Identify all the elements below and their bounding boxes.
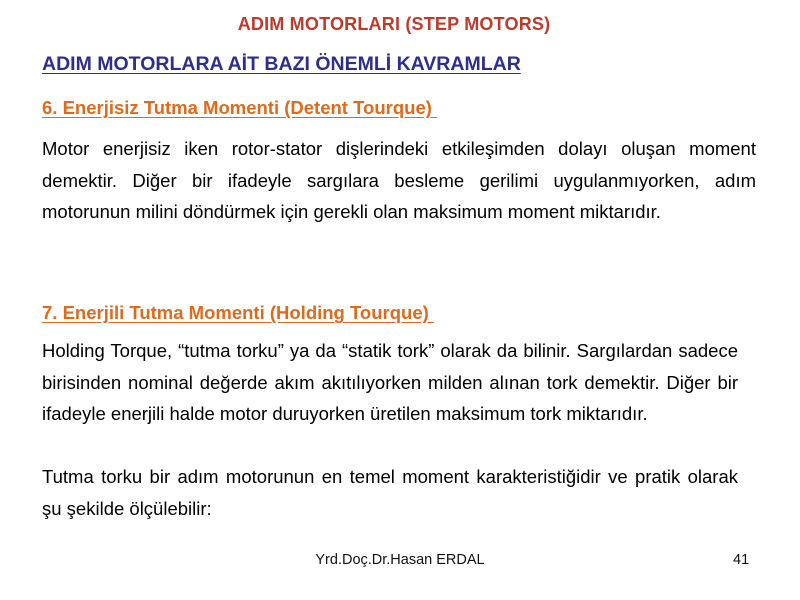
section-7-heading: 7. Enerjili Tutma Momenti (Holding Tourque) [42,302,434,323]
section-6-paragraph: Motor enerjisiz iken rotor-stator dişlerindeki etkileşimden dolayı oluşan moment demektir. Diğer bir ifadeyle sargılara besleme gerilimi uygulanmıyorken, adım motorunun milini döndürmek için gerekli olan maksimum moment miktarıdır. [42,138,756,222]
section-7-paragraph-2: Tutma torku bir adım motorunun en temel moment karakteristiğidir ve pratik olarak şu şekilde ölçülebilir: [42,466,738,519]
slide-title: ADIM MOTORLARI (STEP MOTORS) [237,14,551,34]
section-7-paragraph: Holding Torque, “tutma torku” ya da “statik tork” olarak da bilinir. Sargılardan sadece birisinden nominal değerde akım akıtılıyorken milden alınan tork demektir. Diğer bir ifadeyle enerjili halde motor duruyorken üretilen maksimum tork miktarıdır. [42,340,738,424]
section-6-heading: 6. Enerjisiz Tutma Momenti (Detent Tourque) [42,97,438,118]
footer-author: Yrd.Doç.Dr.Hasan ERDAL [315,552,485,568]
slide-subtitle: ADIM MOTORLARA AİT BAZI ÖNEMLİ KAVRAMLAR [42,53,521,75]
page-number: 41 [733,552,750,568]
